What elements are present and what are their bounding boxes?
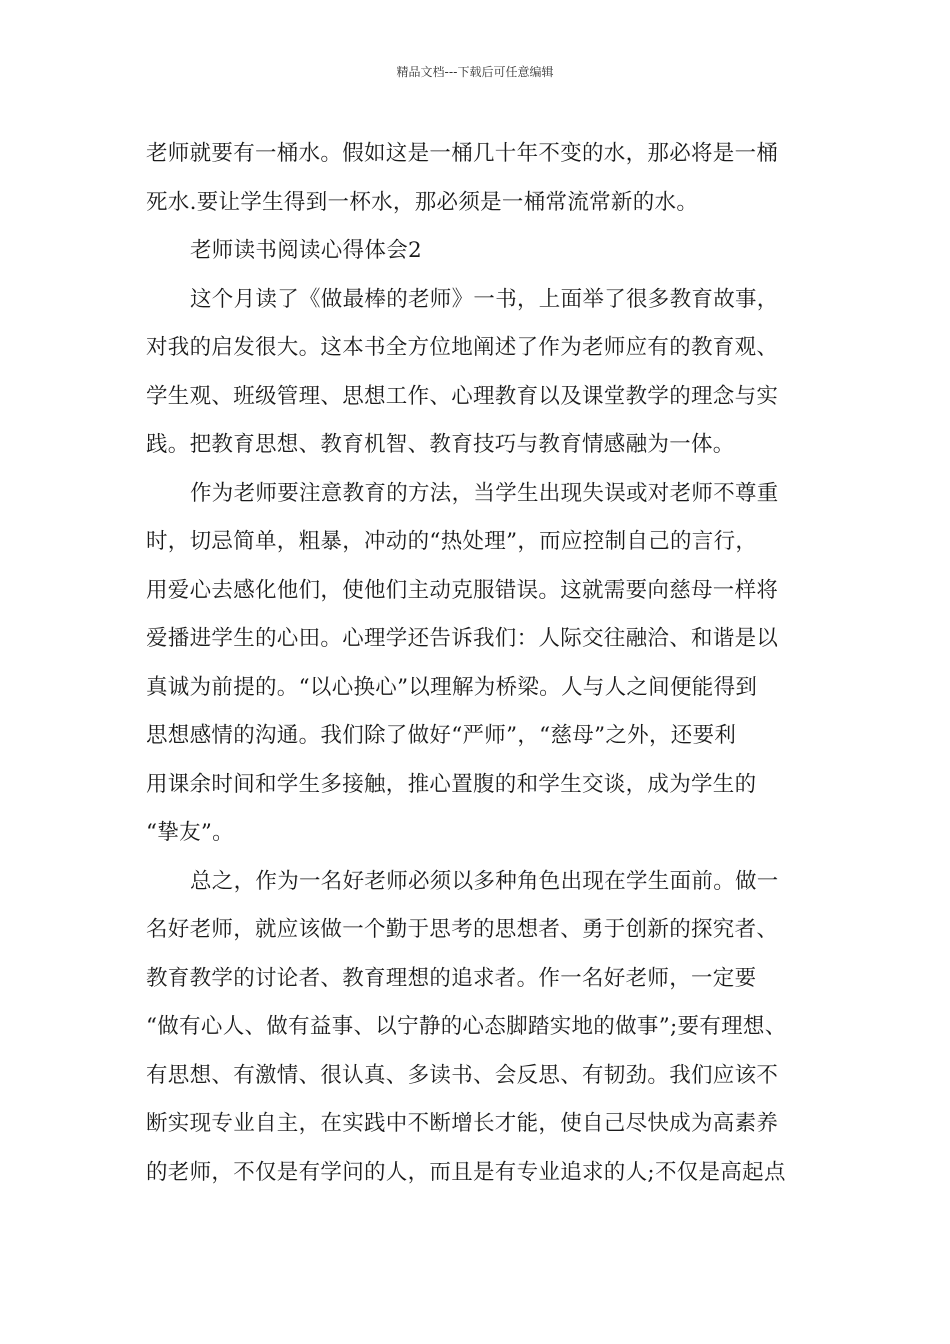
text-line: 作为老师要注意教育的方法，当学生出现失误或对老师不尊重 [190, 480, 779, 506]
text-line: 断实现专业自主，在实践中不断增长才能，使自己尽快成为高素养 [146, 1111, 779, 1136]
text-line: 死水.要让学生得到一杯水，那必须是一桶常流常新的水。 [146, 189, 699, 215]
page-header: 精品文档---下载后可任意编辑 [396, 65, 554, 79]
text-line: 学生观、班级管理、思想工作、心理教育以及课堂教学的理念与实 [146, 383, 779, 409]
text-line: “做有心人、做有益事、以宁静的心态脚踏实地的做事”;要有理想、 [146, 1014, 787, 1039]
text-line: 这个月读了《做最棒的老师》一书，上面举了很多教育故事， [190, 286, 779, 312]
text-line: 思想感情的沟通。我们除了做好“严师”，“慈母”之外，还要利 [146, 723, 737, 748]
text-line: 总之，作为一名好老师必须以多种角色出现在学生面前。做一 [190, 868, 779, 894]
text-line: “挚友”。 [146, 820, 234, 845]
text-line: 名好老师，就应该做一个勤于思考的思想者、勇于创新的探究者、 [146, 917, 779, 942]
text-line: 老师就要有一桶水。假如这是一桶几十年不变的水，那必将是一桶 [146, 141, 779, 166]
text-line: 用课余时间和学生多接触，推心置腹的和学生交谈，成为学生的 [146, 771, 757, 797]
text-line: 时，切忌简单，粗暴，冲动的“热处理”，而应控制自己的言行， [146, 529, 758, 554]
text-line: 用爱心去感化他们，使他们主动克服错误。这就需要向慈母一样将 [146, 577, 779, 603]
text-line: 真诚为前提的。“以心换心”以理解为桥梁。人与人之间便能得到 [146, 674, 758, 700]
section-heading: 老师读书阅读心得体会2 [190, 238, 422, 263]
text-line: 教育教学的讨论者、教育理想的追求者。作一名好老师，一定要 [146, 965, 757, 991]
text-line: 有思想、有激情、很认真、多读书、会反思、有韧劲。我们应该不 [146, 1062, 779, 1088]
document-body [146, 130, 826, 1197]
text-line: 的老师，不仅是有学问的人，而且是有专业追求的人;不仅是高起点 [146, 1159, 786, 1185]
text-line: 践。把教育思想、教育机智、教育技巧与教育情感融为一体。 [146, 432, 735, 457]
text-line: 爱播进学生的心田。心理学还告诉我们：人际交往融洽、和谐是以 [146, 626, 779, 651]
text-line: 对我的启发很大。这本书全方位地阐述了作为老师应有的教育观、 [146, 335, 779, 360]
